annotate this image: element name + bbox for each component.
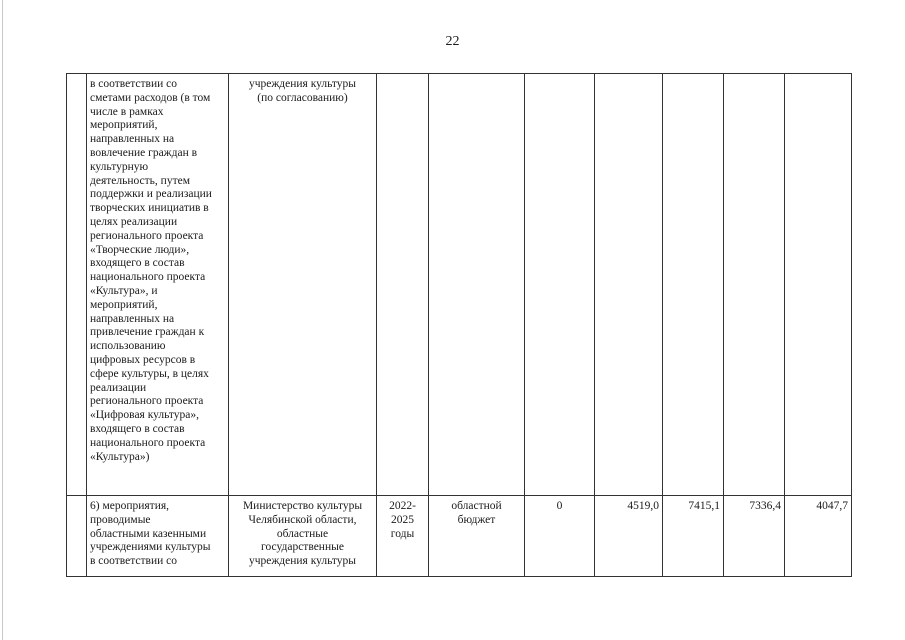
cell-number <box>67 496 87 577</box>
table-row <box>67 74 852 496</box>
cell-value-4 <box>724 74 785 496</box>
page-edge-line <box>2 0 3 640</box>
cell-value-1 <box>525 74 595 496</box>
cell-value-2 <box>595 74 663 496</box>
program-table <box>66 73 852 577</box>
cell-source: областной бюджет <box>429 496 525 577</box>
cell-number <box>67 74 87 496</box>
cell-executor: учреждения культуры (по согласованию) <box>229 74 377 496</box>
cell-description: 6) мероприятия, проводимые областными казенными учреждениями культуры в соответствии со <box>87 496 229 577</box>
cell-period <box>377 74 429 496</box>
cell-value-3: 7415,1 <box>663 496 724 577</box>
cell-source <box>429 74 525 496</box>
cell-period: 2022- 2025 годы <box>377 496 429 577</box>
cell-value-5 <box>785 74 852 496</box>
cell-value-2: 4519,0 <box>595 496 663 577</box>
cell-value-3 <box>663 74 724 496</box>
cell-value-1: 0 <box>525 496 595 577</box>
cell-value-4: 7336,4 <box>724 496 785 577</box>
cell-value-5: 4047,7 <box>785 496 852 577</box>
table-row <box>67 496 852 577</box>
cell-description: в соответствии со сметами расходов (в том числе в рамках мероприятий, направленных на вовлечение граждан в культурную деятельность, путем поддержки и реализации творческих инициатив в целях реализации регионального проекта «Творческие люди», входящего в состав национального проекта «Культура», и мероприятий, направленных на привлечение граждан к использованию цифровых ресурсов в сфере культуры, в целях реализации регионального проекта «Цифровая культура», входящего в состав национального проекта «Культура») <box>87 74 229 496</box>
page-number: 22 <box>445 34 460 49</box>
cell-executor: Министерство культуры Челябинской области, областные государственные учреждения культуры <box>229 496 377 577</box>
